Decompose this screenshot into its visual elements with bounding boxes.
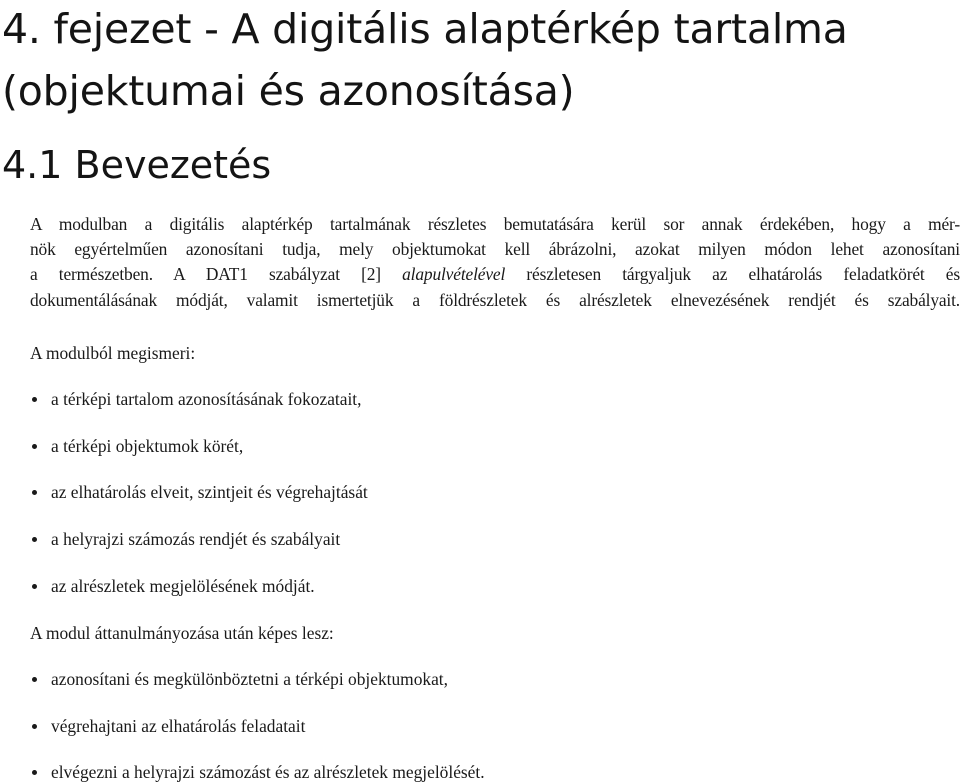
bullet-icon xyxy=(32,770,37,775)
list-item-text: azonosítani és megkülönböztetni a térképi objektumokat, xyxy=(51,669,448,689)
bullet-icon xyxy=(32,584,37,589)
bullet-icon xyxy=(32,397,37,402)
intro-emphasis: alapulvételével xyxy=(402,264,506,285)
list-item-text: végrehajtani az elhatárolás feladatait xyxy=(51,716,306,736)
chapter-title-line-2: (objektumai és azonosítása) xyxy=(2,67,575,115)
section-title: 4.1 Bevezetés xyxy=(2,143,272,187)
intro-line-3-start: a természetben. A DAT1 szabályzat [2] xyxy=(30,264,403,285)
chapter-title xyxy=(2,0,960,122)
intro-line-2: nök egyértelműen azonosítani tudja, mely objektumokat kell ábrázolni, azokat milyen módon lehet azonosítani xyxy=(30,239,960,260)
outcomes-lead: A modul áttanulmányozása után képes lesz: xyxy=(30,623,334,643)
bullet-icon xyxy=(32,677,37,682)
intro-line-1: A modulban a digitális alaptérkép tartalmának részletes bemutatására kerül sor annak érdekében, hogy a mér- xyxy=(30,214,960,234)
intro-paragraph xyxy=(30,212,960,313)
bullet-icon xyxy=(32,444,37,449)
list-item-text: az elhatárolás elveit, szintjeit és végrehajtását xyxy=(51,482,368,502)
intro-line-4: dokumentálásának módját, valamit ismertetjük a földrészletek és alrészletek elnevezésének rendjét és szabályait. xyxy=(30,289,960,310)
list-item-text: elvégezni a helyrajzi számozást és az alrészletek megjelölését. xyxy=(51,762,485,782)
learn-lead: A modulból megismeri: xyxy=(30,343,196,363)
list-item-text: a helyrajzi számozás rendjét és szabályait xyxy=(51,529,341,549)
bullet-icon xyxy=(32,724,37,729)
list-item-text: a térképi objektumok körét, xyxy=(51,436,244,456)
intro-line-3-end: részletesen tárgyaljuk az elhatárolás feladatkörét és xyxy=(505,264,960,285)
list-item-text: a térképi tartalom azonosításának fokozatait, xyxy=(51,389,362,409)
intro-line-3 xyxy=(30,262,960,287)
list-item-text: az alrészletek megjelölésének módját. xyxy=(51,576,315,596)
chapter-title-line-1: 4. fejezet - A digitális alaptérkép tartalma xyxy=(2,5,848,53)
bullet-icon xyxy=(32,537,37,542)
bullet-icon xyxy=(32,490,37,495)
